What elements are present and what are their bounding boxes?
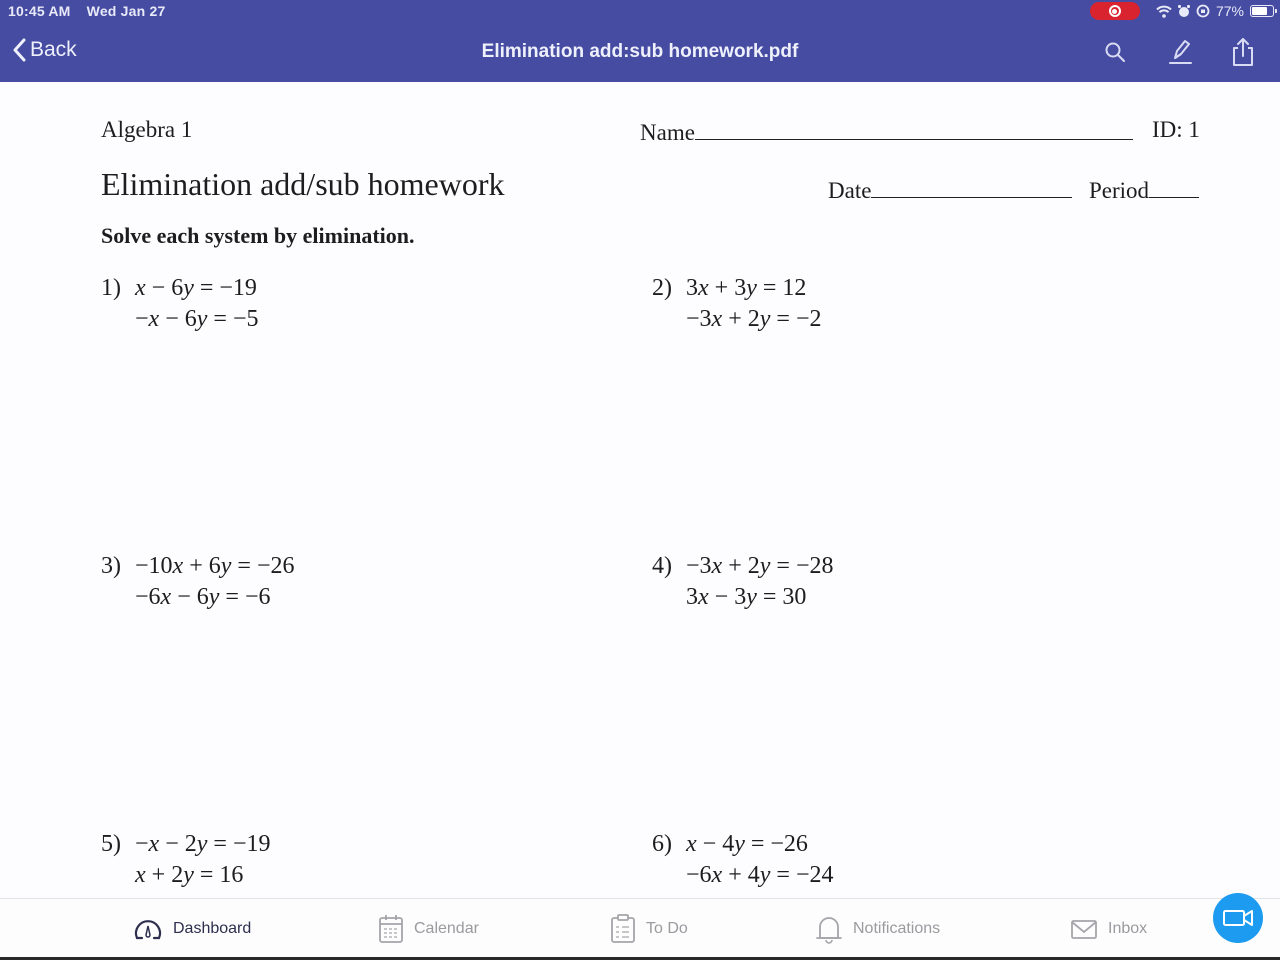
equation: 3x + 3y = 12 (686, 275, 807, 301)
period-label: Period (1089, 178, 1150, 203)
date-field (828, 175, 1072, 204)
status-bar-right (1090, 2, 1274, 20)
date-label: Date (828, 178, 872, 203)
screen-record-icon[interactable] (1090, 2, 1140, 20)
name-field (640, 117, 1133, 146)
video-camera-icon (1222, 908, 1254, 928)
calendar-icon (378, 914, 404, 944)
inbox-icon (1070, 918, 1098, 940)
bell-icon (815, 914, 843, 944)
top-bar (0, 0, 1280, 82)
tab-label: To Do (646, 920, 688, 937)
name-label: Name (640, 120, 695, 145)
tab-label: Calendar (414, 920, 479, 937)
tab-todo[interactable] (610, 913, 688, 945)
course-label: Algebra 1 (101, 117, 193, 142)
period-field (1089, 175, 1199, 204)
worksheet-title: Elimination add/sub homework (101, 166, 505, 202)
equation: x + 2y = 16 (135, 862, 244, 888)
tab-notifications[interactable] (815, 913, 940, 945)
problem-number: 6) (652, 831, 672, 857)
tab-label: Dashboard (173, 920, 252, 937)
tab-label: Inbox (1108, 920, 1148, 937)
pdf-page[interactable] (0, 82, 1280, 898)
share-icon (1230, 37, 1256, 67)
tab-inbox[interactable] (1070, 913, 1147, 945)
status-bar-left (8, 3, 177, 19)
alarm-icon (1178, 4, 1190, 18)
problem-number: 1) (101, 275, 121, 301)
status-date: Wed Jan 27 (86, 3, 166, 19)
equation: x − 6y = −19 (135, 275, 257, 301)
equation: −x − 2y = −19 (135, 831, 271, 857)
search-button[interactable] (1099, 36, 1131, 68)
problem-number: 5) (101, 831, 121, 857)
equation: −3x + 2y = −28 (686, 553, 834, 579)
problem-number: 3) (101, 553, 121, 579)
name-blank (695, 117, 1133, 140)
back-label: Back (30, 38, 77, 61)
problem-number: 2) (652, 275, 672, 301)
markup-pen-icon (1167, 38, 1193, 66)
rotation-lock-icon (1196, 4, 1210, 18)
status-time: 10:45 AM (8, 3, 71, 19)
equation: −6x + 4y = −24 (686, 862, 834, 888)
equation: −3x + 2y = −2 (686, 306, 822, 332)
tab-dashboard[interactable] (133, 913, 251, 945)
equation: 3x − 3y = 30 (686, 584, 807, 610)
battery-percent: 77% (1215, 3, 1244, 19)
tab-label: Notifications (853, 920, 941, 937)
instructions: Solve each system by elimination. (101, 223, 415, 248)
id-label: ID: 1 (1152, 117, 1200, 142)
problem-number: 4) (652, 553, 672, 579)
dashboard-icon (133, 918, 163, 940)
video-conference-button[interactable] (1213, 893, 1263, 943)
wifi-icon (1156, 5, 1172, 18)
equation: x − 4y = −26 (686, 831, 808, 857)
bottom-tab-bar (0, 898, 1280, 960)
battery-icon (1250, 5, 1274, 17)
equation: −x − 6y = −5 (135, 306, 259, 332)
document-title: Elimination add:sub homework.pdf (481, 41, 799, 62)
markup-button[interactable] (1164, 36, 1196, 68)
period-blank (1149, 175, 1199, 198)
equation: −10x + 6y = −26 (135, 553, 295, 579)
todo-icon (610, 914, 636, 944)
tab-calendar[interactable] (378, 913, 479, 945)
search-icon (1104, 41, 1126, 63)
date-blank (871, 175, 1072, 198)
share-button[interactable] (1227, 36, 1259, 68)
equation: −6x − 6y = −6 (135, 584, 271, 610)
